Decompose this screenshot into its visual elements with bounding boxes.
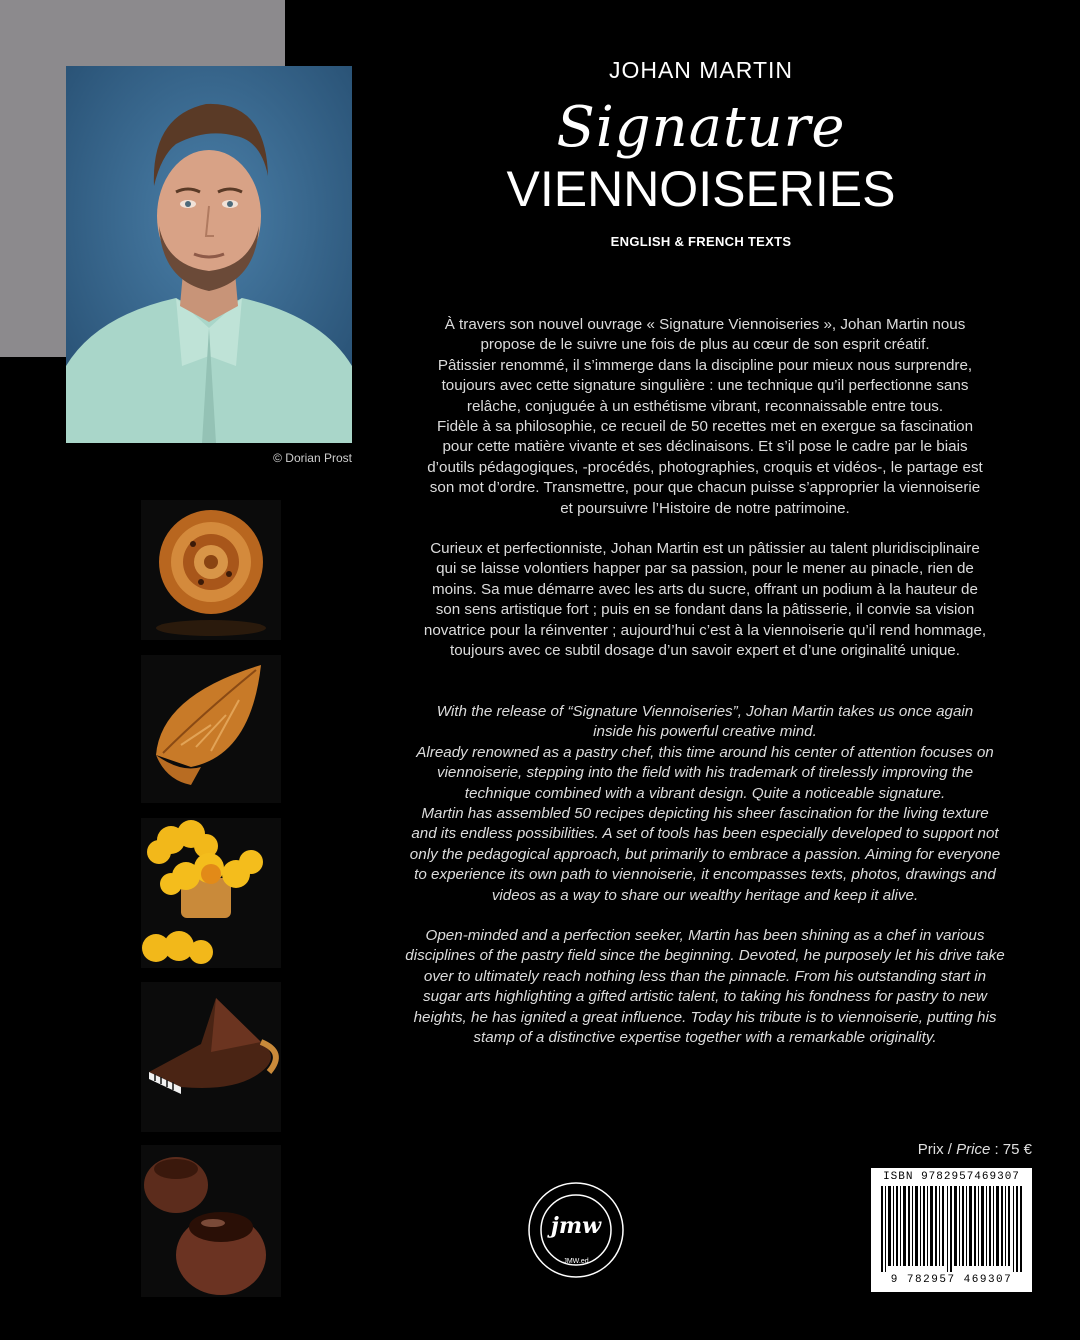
english-paragraph-2: Open-minded and a perfection seeker, Martin has been shining as a chef in various disciplines of the pastry field since the beginning. Devoted, he purposely let his drive take over to ultimately reach nothing less than the pinnacle. From his outstanding start in sugar arts highlighting a gifted artistic talent, to taking his fondness for pastry to new heights, he has ignited a great influence. Today his tribute is to viennoiserie, putting his stamp of a distinctive expertise together with a remarkable originality.: [405, 927, 1005, 1047]
publisher-logo: [526, 1180, 626, 1280]
publisher-name: JMW.ed: [563, 1258, 589, 1265]
pastry-photo-chocolate: [141, 1145, 281, 1297]
isbn-barcode: [871, 1168, 1032, 1292]
french-paragraph-2: Curieux et perfectionniste, Johan Martin est un pâtissier au talent pluridisciplinaire qui se laisse volontiers happer par sa passion, pour le mener au pinacle, rien de moins. Sa mue démarre avec les arts du sucre, offrant un podium à la hauteur de son sens artistique fort ; puis en se fondant dans la pâtisserie, il convie sa vision novatrice pour la réinventer ; aujourd’hui c’est à la viennoiserie qu’il rend hommage, toujours avec ce subtil dosage d’un savoir expert et d’une originalité unique.: [423, 540, 987, 660]
publisher-mark: jmw: [550, 1213, 602, 1239]
language-subtitle: ENGLISH & FRENCH TEXTS: [610, 234, 792, 249]
pastry-photo-swirl: [141, 500, 281, 640]
english-paragraph-1: With the release of “Signature Viennoiseries”, Johan Martin takes us once again inside his powerful creative mind. Already renowned as a pastry chef, this time around his center of attention focuses on viennoiserie, stepping into the field with his trademark of tirelessly improving the technique combined with a vibrant design. Quite a noticeable signature. Martin has assembled 50 recipes depicting his sheer fascination for the living texture and its endless possibilities. A set of tools has been especially developed to support not only the pedagogical approach, but primarily to embrace a passion. Aiming for everyone to experience its own path to viennoiserie, it encompasses texts, photos, drawings and videos as a way to share our wealthy heritage and keep it alive.: [409, 703, 1001, 904]
isbn-number: ISBN 9782957469307: [883, 1171, 1020, 1183]
pastry-photo-flowers: [141, 818, 281, 968]
book-title: VIENNOISERIES: [506, 161, 896, 217]
author-name: JOHAN MARTIN: [608, 57, 794, 83]
barcode-bars: [881, 1186, 1022, 1272]
author-portrait: [66, 66, 352, 443]
isbn-digits: 9 782957 469307: [890, 1274, 1013, 1286]
photo-credit: © Dorian Prost: [273, 451, 352, 465]
pastry-photo-piano: [141, 982, 281, 1132]
pastry-photo-leaf: [141, 655, 281, 803]
french-paragraph-1: À travers son nouvel ouvrage « Signature Viennoiseries », Johan Martin nous propose de le suivre une fois de plus au cœur de son esprit créatif. Pâtissier renommé, il s’immerge dans la discipline pour mieux nous surprendre, toujours avec cette signature singulière : une technique qu’il perfectionne sans relâche, conjuguée à un esthétisme vibrant, reconnaissable entre tous. Fidèle à sa philosophie, ce recueil de 50 recettes met en exergue sa fascination pour cette matière vivante et ses déclinaisons. Et s’il pose le cadre par le biais d’outils pédagogiques, -procédés, photographies, croquis et vidéos-, le partage est son mot d’ordre. Transmettre, pour que chacun puisse s’approprier la viennoiserie et poursuivre l’Histoire de notre patrimoine.: [427, 316, 983, 517]
price-label: Prix / Price : 75 €: [917, 1141, 1032, 1158]
script-title: Signature: [556, 95, 846, 160]
